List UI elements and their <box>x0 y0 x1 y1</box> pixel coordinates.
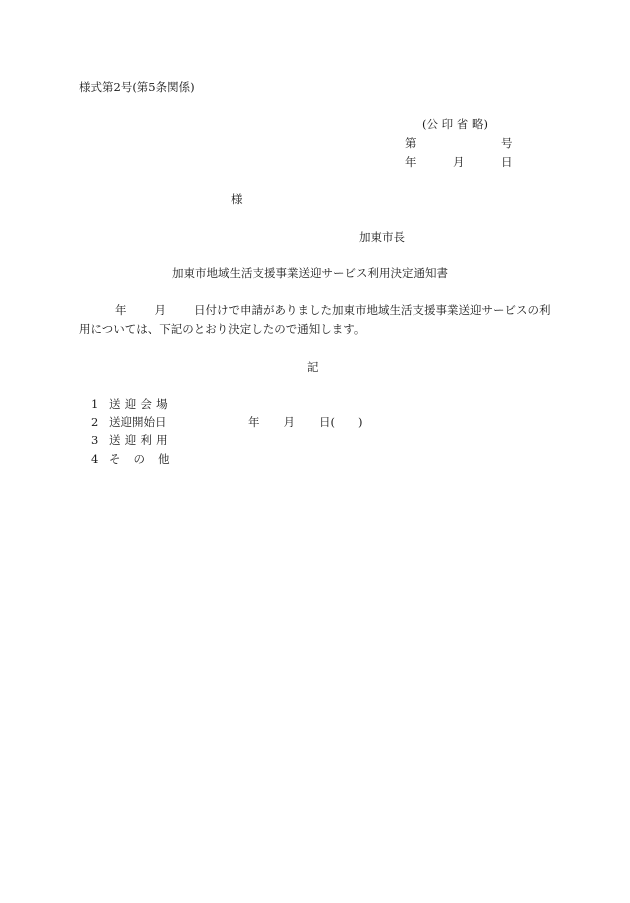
item-number: 2 <box>91 415 99 429</box>
body-month-label: 月 <box>154 303 166 317</box>
body-year-label: 年 <box>115 303 127 317</box>
start-date-year: 年 <box>248 415 260 429</box>
list-item <box>91 417 167 429</box>
doc-number-prefix: 第 <box>405 136 417 150</box>
item-label: 送迎開始日 <box>109 415 167 429</box>
item-label: 送迎会場 <box>109 397 172 411</box>
start-date-day: 日 <box>319 415 331 429</box>
document-title: 加東市地域生活支援事業送迎サービス利用決定通知書 <box>172 266 448 280</box>
list-item <box>91 399 172 411</box>
date-month-label: 月 <box>453 155 465 169</box>
doc-number-suffix: 号 <box>501 136 513 150</box>
start-date-weekday: ( ) <box>330 415 363 429</box>
list-item <box>91 454 183 466</box>
list-item <box>91 435 172 447</box>
item-label: 送迎利用 <box>109 433 172 447</box>
ki-heading: 記 <box>307 360 319 374</box>
date-year-label: 年 <box>405 155 417 169</box>
item-number: 1 <box>91 397 99 411</box>
item-number: 3 <box>91 433 99 447</box>
form-label: 様式第2号(第5条関係) <box>79 80 195 94</box>
seal-omitted-note: (公 印 省 略) <box>422 117 488 131</box>
item-number: 4 <box>91 452 99 466</box>
body-text-line-1: 日付けで申請がありました加東市地域生活支援事業送迎サービスの利 <box>194 303 551 317</box>
body-line-2: 用については、下記のとおり決定したので通知します。 <box>79 322 366 336</box>
start-date-field <box>248 417 362 429</box>
start-date-month: 月 <box>283 415 295 429</box>
body-line-1 <box>79 305 551 317</box>
recipient-honorific: 様 <box>231 192 243 206</box>
item-label: その他 <box>109 452 183 466</box>
sender-name: 加東市長 <box>359 230 405 244</box>
date-day-label: 日 <box>501 155 513 169</box>
